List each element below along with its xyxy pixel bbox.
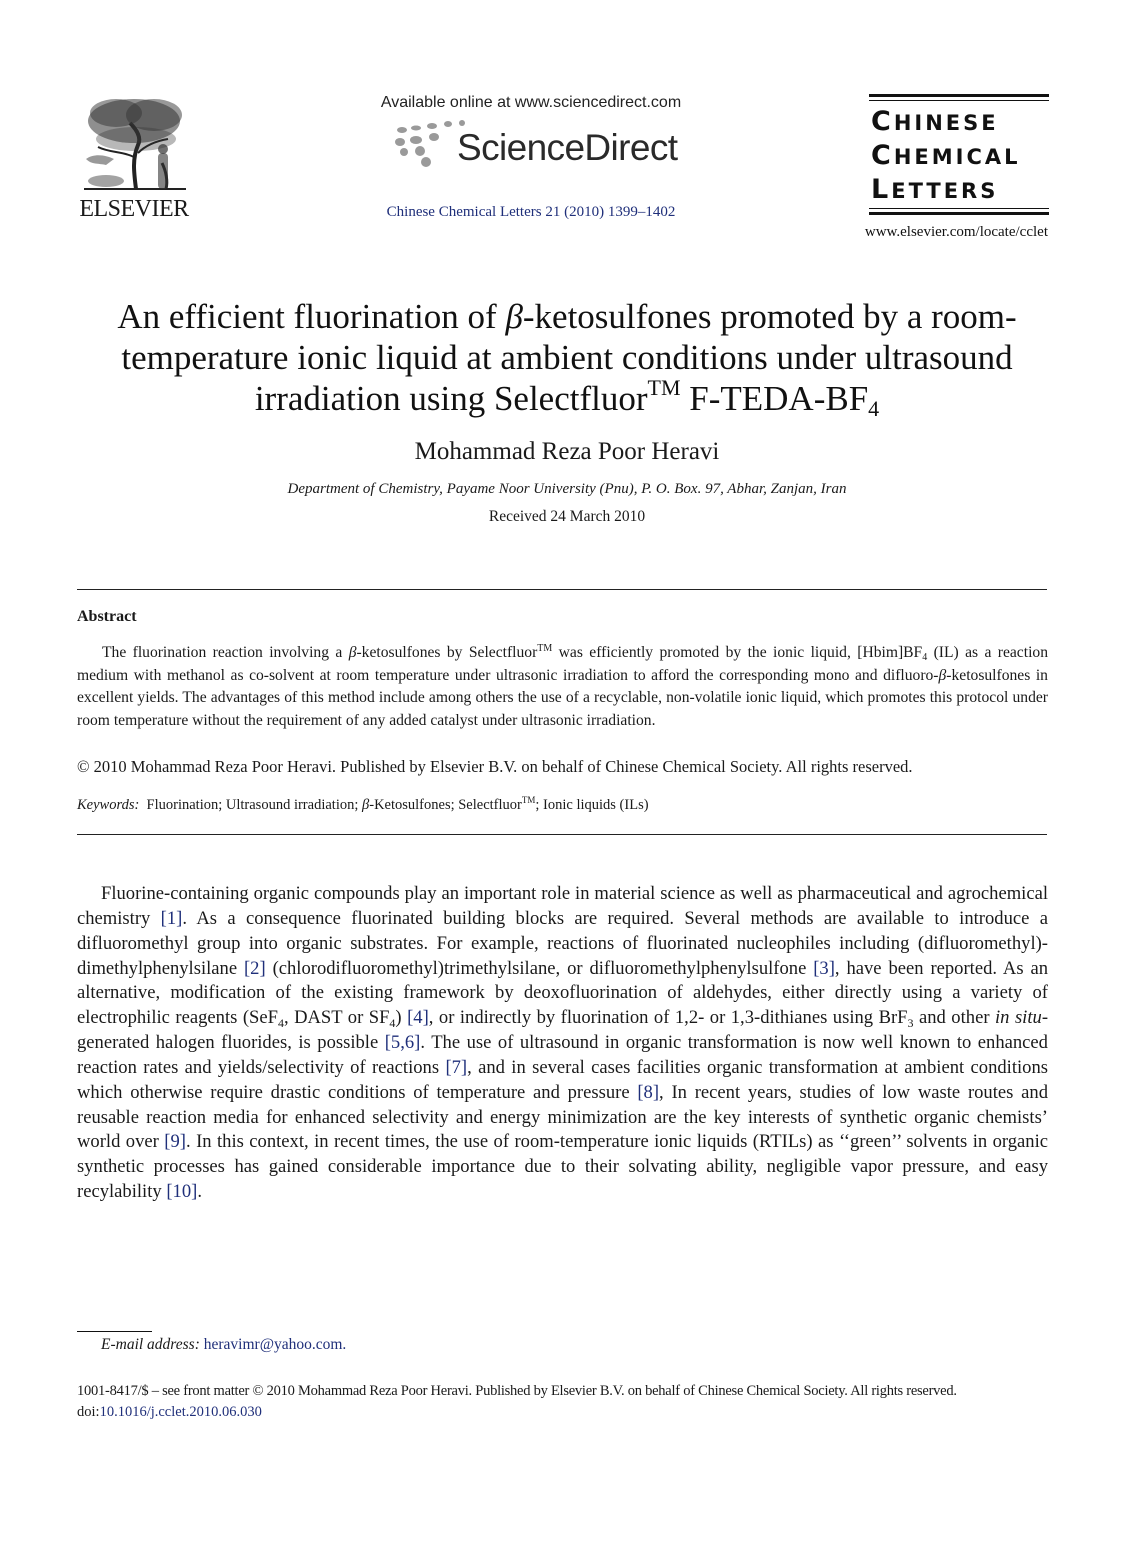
citation-link[interactable]: [3] — [813, 957, 835, 979]
logo-rule — [869, 94, 1049, 97]
body-span: , have been reported. As an alternative, modification of the existing framework by deoxofluorination of aldehydes, either directly using a variety of electrophilic reagents (SeF — [77, 957, 1049, 1029]
body-span: . As a consequence fluorinated building blocks are required. Several methods are available to introduce a difluoromethyl group into organic substrates. For example, reactions of fluorinated nucleophiles including (difluoromethyl)-dimethylphenylsilane — [77, 907, 1048, 979]
subscript: 4 — [389, 1016, 396, 1031]
keywords — [77, 797, 649, 814]
body-span: . In this context, in recent times, the use of room-temperature ionic liquids (RTILs) as ‘‘green’’ solvents in organic synthetic processes has gained considerable importance due to their solvating ability, negligible vapor pressure, and easy recylability — [77, 1131, 1049, 1203]
available-online-text: Available online at www.sciencedirect.com — [380, 94, 682, 111]
italic-term: in situ — [995, 1007, 1042, 1029]
email-link[interactable]: heravimr@yahoo.com. — [203, 1336, 347, 1353]
abstract-subscript: 4 — [922, 652, 928, 663]
logo-rule — [869, 212, 1049, 215]
logo-rule — [869, 208, 1049, 209]
abstract-span: The fluorination reaction involving a — [102, 644, 349, 661]
journal-logo-line-2 — [871, 140, 1021, 171]
email-footnote — [101, 1336, 346, 1354]
citation-link[interactable]: [4] — [407, 1007, 429, 1029]
body-span: , or indirectly by fluorination of 1,2- or 1,3-dithianes using BrF — [428, 1007, 908, 1029]
journal-logo-line-3 — [871, 174, 998, 205]
article-title — [80, 296, 1054, 419]
journal-logo — [869, 94, 1049, 220]
citation-link[interactable]: [1] — [160, 907, 183, 929]
body-span: Fluorine-containing organic compounds play an important role in material science as well as pharmaceutical and agrochemical chemistry — [77, 883, 1048, 929]
body-span: and other — [913, 1007, 995, 1029]
author-affiliation: Department of Chemistry, Payame Noor University (Pnu), P. O. Box. 97, Abhar, Zanjan, Iran — [287, 481, 847, 497]
footnote-rule — [77, 1331, 152, 1332]
body-paragraph — [77, 882, 1048, 1205]
abstract-span: (IL) as a reaction medium with methanol as co-solvent at room temperature under ultrasonic irradiation to afford the corresponding mono and difluoro- — [77, 644, 1048, 684]
keyword-trademark: TM — [521, 795, 536, 805]
doi-label: doi: — [77, 1404, 100, 1420]
body-span: . The use of ultrasound in organic transformation is now well known to enhanced reaction rates and yields/selectivity of reactions — [77, 1032, 1048, 1078]
body-span: . — [197, 1181, 202, 1203]
logo-initial: C — [871, 106, 894, 137]
divider — [77, 834, 1047, 835]
body-span: , and in several cases facilities organic transformation at ambient conditions which otherwise require drastic conditions of temperature and pressure — [77, 1056, 1048, 1103]
citation-link[interactable]: [5,6] — [384, 1032, 421, 1054]
journal-citation-link[interactable]: Chinese Chemical Letters 21 (2010) 1399–1402 — [386, 204, 676, 220]
logo-rest: ETTERS — [891, 179, 999, 203]
citation-link[interactable]: [7] — [445, 1056, 468, 1078]
doi-link[interactable]: 10.1016/j.cclet.2010.06.030 — [99, 1404, 262, 1420]
logo-initial: L — [871, 174, 892, 205]
citation-link[interactable]: [2] — [243, 957, 266, 979]
body-span: -generated halogen fluorides, is possible — [77, 1007, 1049, 1054]
logo-initial: C — [871, 140, 894, 171]
divider — [77, 589, 1047, 590]
doi-line — [77, 1404, 262, 1421]
citation-link[interactable]: [10] — [166, 1181, 198, 1203]
logo-rule — [869, 100, 1049, 101]
abstract-heading: Abstract — [77, 608, 137, 625]
abstract-span: -ketosulfones in excellent yields. The advantages of this method include among others the use of a recyclable, non-volatile ionic liquid, which promotes this protocol under room temperature without the requirement of any added catalyst under ultrasonic irradiation. — [77, 666, 1048, 730]
keywords-label: Keywords: — [77, 797, 140, 813]
body-span: , DAST or SF — [283, 1007, 390, 1029]
abstract-span: was efficiently promoted by the ionic liquid, [Hbim]BF — [552, 644, 923, 661]
abstract-beta: β — [348, 644, 357, 661]
body-span: (chlorodifluoromethyl)trimethylsilane, or difluoromethylphenylsulfone — [265, 957, 814, 979]
keyword-text: -Ketosulfones; Selectfluor — [369, 797, 522, 813]
abstract-beta: β — [938, 666, 947, 684]
logo-rest: HEMICAL — [893, 145, 1021, 169]
title-text: -ketosulfones promoted by a room-temperature ionic liquid at ambient conditions under ultrasound irradiation using Selectfluor — [121, 297, 1017, 418]
subscript: 4 — [277, 1016, 284, 1031]
keyword-text: ; Ionic liquids (ILs) — [535, 797, 649, 813]
logo-rest: HINESE — [893, 111, 999, 135]
abstract-copyright: © 2010 Mohammad Reza Poor Heravi. Published by Elsevier B.V. on behalf of Chinese Chemical Society. All rights reserved. — [77, 757, 913, 776]
journal-logo-line-1 — [871, 106, 999, 137]
journal-homepage-link[interactable]: www.elsevier.com/locate/cclet — [864, 224, 1048, 240]
subscript: 3 — [907, 1016, 914, 1031]
title-text: An efficient fluorination of — [117, 297, 506, 336]
sciencedirect-wordmark: ScienceDirect — [457, 127, 678, 168]
citation-link[interactable]: [9] — [164, 1131, 186, 1153]
elsevier-wordmark: ELSEVIER — [79, 196, 189, 222]
email-label: E-mail address: — [101, 1336, 200, 1353]
body-span: , In recent years, studies of low waste routes and reusable reaction media for enhanced selectivity and energy minimization are the key interests of synthetic organic chemists’ world over — [77, 1081, 1048, 1153]
citation-link[interactable]: [8] — [637, 1081, 660, 1103]
received-date: Received 24 March 2010 — [488, 508, 646, 525]
abstract-trademark: TM — [537, 643, 553, 654]
title-beta: β — [505, 297, 523, 336]
title-text: F-TEDA-BF — [680, 379, 869, 418]
title-subscript: 4 — [868, 396, 880, 421]
keyword-beta: β — [362, 797, 370, 813]
title-trademark: TM — [647, 375, 681, 400]
keyword-text: Fluorination; Ultrasound irradiation; — [146, 797, 363, 813]
author-name: Mohammad Reza Poor Heravi — [414, 438, 720, 465]
issn-line: 1001-8417/$ – see front matter © 2010 Mohammad Reza Poor Heravi. Published by Elsevier B.V. on behalf of Chinese Chemical Society. All rights reserved. — [77, 1383, 957, 1399]
abstract-text — [77, 642, 1048, 733]
abstract-span: -ketosulfones by Selectfluor — [356, 644, 538, 661]
body-span: ) — [395, 1007, 408, 1029]
